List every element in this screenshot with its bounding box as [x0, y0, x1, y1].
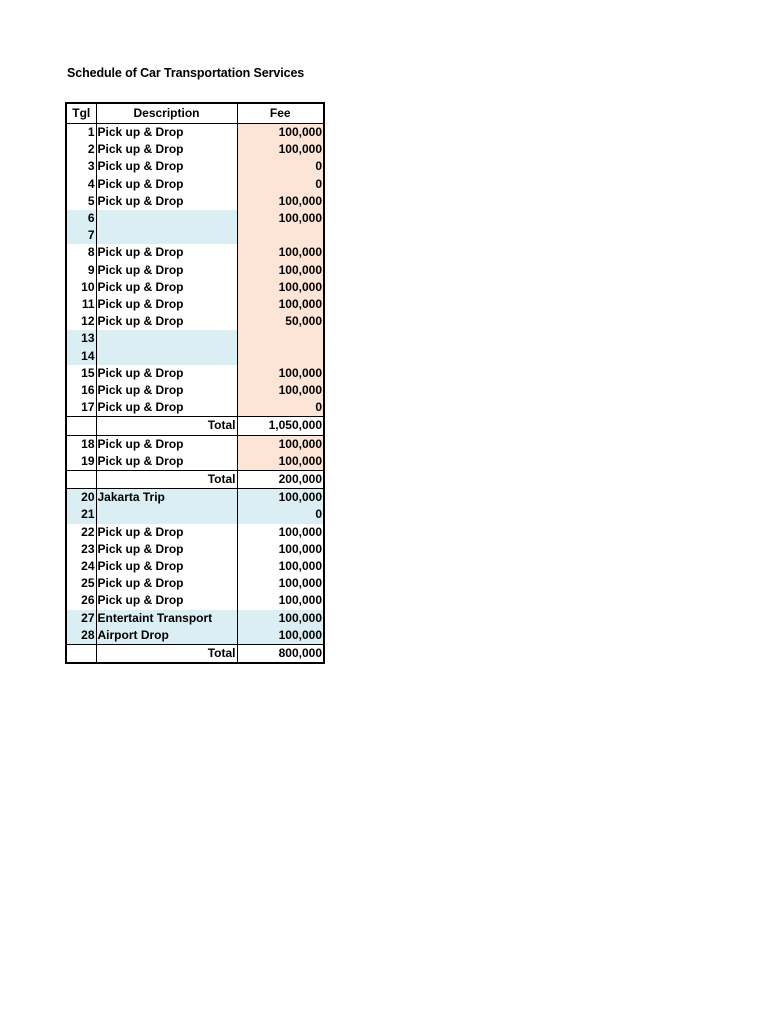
table-row	[66, 506, 324, 523]
row-tgl: 14	[66, 348, 96, 365]
total-row	[66, 645, 324, 664]
table-row	[66, 313, 324, 330]
header-description: Description	[96, 103, 237, 124]
total-value: 200,000	[237, 471, 324, 489]
row-fee: 50,000	[237, 313, 324, 330]
row-tgl: 8	[66, 244, 96, 261]
row-tgl: 16	[66, 382, 96, 399]
row-description: Pick up & Drop	[96, 365, 237, 382]
table-row	[66, 610, 324, 627]
row-tgl: 26	[66, 592, 96, 609]
table-row	[66, 541, 324, 558]
row-description: Pick up & Drop	[96, 575, 237, 592]
table-row	[66, 575, 324, 592]
row-description: Pick up & Drop	[96, 524, 237, 541]
schedule-table	[65, 102, 325, 664]
row-tgl: 25	[66, 575, 96, 592]
row-fee: 100,000	[237, 193, 324, 210]
header-tgl: Tgl	[66, 103, 96, 124]
row-tgl: 13	[66, 330, 96, 347]
row-fee	[237, 348, 324, 365]
total-tgl-cell	[66, 645, 96, 664]
row-tgl: 24	[66, 558, 96, 575]
row-description	[96, 348, 237, 365]
row-description: Pick up & Drop	[96, 193, 237, 210]
row-description	[96, 210, 237, 227]
row-description: Jakarta Trip	[96, 489, 237, 507]
row-description: Pick up & Drop	[96, 262, 237, 279]
row-description: Pick up & Drop	[96, 541, 237, 558]
row-tgl: 3	[66, 158, 96, 175]
total-label: Total	[96, 417, 237, 435]
row-tgl: 12	[66, 313, 96, 330]
row-tgl: 6	[66, 210, 96, 227]
row-tgl: 17	[66, 399, 96, 417]
row-fee: 100,000	[278, 559, 322, 574]
page-title: Schedule of Car Transportation Services	[67, 66, 305, 80]
total-label: Total	[96, 471, 237, 489]
row-tgl: 5	[66, 193, 96, 210]
row-description: Pick up & Drop	[96, 435, 237, 453]
total-value: 800,000	[237, 645, 324, 664]
row-description: Pick up & Drop	[96, 313, 237, 330]
row-fee: 100,000	[237, 279, 324, 296]
row-fee: 0	[237, 158, 324, 175]
row-fee: 100,000	[278, 541, 322, 556]
row-description: Entertaint Transport	[96, 610, 237, 627]
row-fee: 100,000	[237, 435, 324, 453]
row-fee: 100,000	[237, 382, 324, 399]
row-fee: 100,000	[237, 124, 324, 142]
table-row	[66, 124, 324, 142]
row-description: Pick up & Drop	[96, 453, 237, 471]
row-fee: 0	[237, 399, 324, 417]
table-row	[66, 399, 324, 417]
row-fee: 100,000	[237, 210, 324, 227]
table-row	[66, 227, 324, 244]
table-row	[66, 365, 324, 382]
total-value: 1,050,000	[237, 417, 324, 435]
table-row	[66, 244, 324, 261]
table-row	[66, 262, 324, 279]
row-fee: 100,000	[237, 262, 324, 279]
row-fee	[237, 227, 324, 244]
row-tgl: 1	[66, 124, 96, 142]
row-description: Pick up & Drop	[96, 141, 237, 158]
table-row	[66, 382, 324, 399]
table-row	[66, 435, 324, 453]
row-fee	[237, 330, 324, 347]
row-fee: 100,000	[237, 244, 324, 261]
table-row	[66, 141, 324, 158]
table-row	[66, 453, 324, 471]
row-tgl: 10	[66, 279, 96, 296]
total-tgl-cell	[66, 417, 96, 435]
row-description: Pick up & Drop	[96, 382, 237, 399]
row-tgl: 18	[66, 435, 96, 453]
table-row	[66, 330, 324, 347]
row-description: Pick up & Drop	[96, 558, 237, 575]
row-tgl: 27	[66, 610, 96, 627]
row-tgl: 4	[66, 176, 96, 193]
row-fee: 100,000	[237, 296, 324, 313]
row-tgl: 7	[66, 227, 96, 244]
total-row	[66, 471, 324, 489]
table-row	[66, 592, 324, 609]
table-row	[66, 176, 324, 193]
table-row	[66, 279, 324, 296]
row-tgl: 2	[66, 141, 96, 158]
row-fee: 100,000	[237, 453, 324, 471]
table-row	[66, 558, 324, 575]
table-body	[66, 124, 324, 664]
row-tgl: 11	[66, 296, 96, 313]
total-tgl-cell	[66, 471, 96, 489]
total-row	[66, 417, 324, 435]
table-row	[66, 210, 324, 227]
row-fee: 0	[237, 506, 324, 523]
total-label: Total	[96, 645, 237, 664]
row-description: Pick up & Drop	[96, 296, 237, 313]
row-description: Pick up & Drop	[96, 279, 237, 296]
table-row	[66, 296, 324, 313]
row-fee: 100,000	[237, 610, 324, 627]
row-fee: 100,000	[237, 627, 324, 645]
table-row	[66, 489, 324, 507]
row-fee: 100,000	[278, 524, 322, 539]
table-row	[66, 193, 324, 210]
row-tgl: 23	[66, 541, 96, 558]
table-row	[66, 158, 324, 175]
row-description	[96, 227, 237, 244]
row-fee: 100,000	[278, 576, 322, 591]
row-tgl: 20	[66, 489, 96, 507]
row-tgl: 22	[66, 524, 96, 541]
row-fee: 100,000	[278, 593, 322, 608]
row-description	[96, 506, 237, 523]
row-description: Pick up & Drop	[96, 244, 237, 261]
row-tgl: 28	[66, 627, 96, 645]
row-description: Pick up & Drop	[96, 592, 237, 609]
row-description: Pick up & Drop	[96, 158, 237, 175]
row-tgl: 21	[66, 506, 96, 523]
row-tgl: 9	[66, 262, 96, 279]
header-fee: Fee	[237, 103, 324, 124]
row-description: Pick up & Drop	[96, 399, 237, 417]
header-row	[66, 103, 324, 124]
table-row	[66, 627, 324, 645]
row-description: Pick up & Drop	[96, 124, 237, 142]
row-description: Pick up & Drop	[96, 176, 237, 193]
row-fee: 100,000	[237, 365, 324, 382]
row-fee: 100,000	[237, 141, 324, 158]
row-fee: 100,000	[237, 489, 324, 507]
row-description	[96, 330, 237, 347]
row-tgl: 15	[66, 365, 96, 382]
table-row	[66, 524, 324, 541]
row-tgl: 19	[66, 453, 96, 471]
row-description: Airport Drop	[96, 627, 237, 645]
table-row	[66, 348, 324, 365]
row-fee: 0	[237, 176, 324, 193]
